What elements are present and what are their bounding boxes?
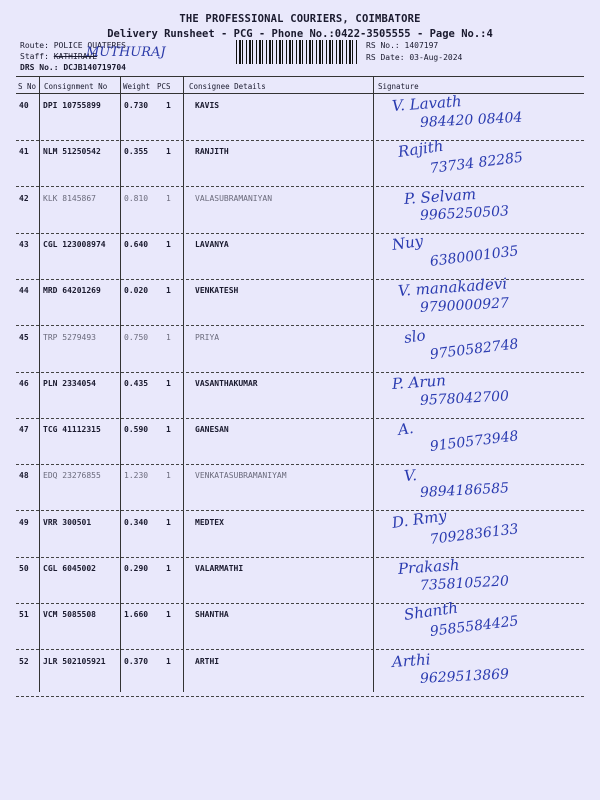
pcs-cell: 1	[166, 471, 171, 480]
signature-handwritten: P. Selvam	[403, 184, 477, 208]
consignee-cell: VALARMATHI	[195, 564, 244, 573]
consignee-cell: VALASUBRAMANIYAN	[195, 194, 273, 203]
signature-phone-number: 9629513869	[419, 666, 510, 687]
signature-phone-number: 9150573948	[429, 428, 520, 455]
staff-label: Staff:	[20, 52, 49, 61]
signature-phone-number: 7358105220	[419, 573, 510, 594]
consignment-cell: VCM 5085508	[43, 610, 96, 619]
header-pcs: PCS	[157, 82, 171, 91]
consignment-cell: KLK 8145867	[43, 194, 96, 203]
row-separator	[16, 325, 584, 326]
consignment-cell: EDQ 23276855	[43, 471, 101, 480]
weight-cell: 0.355	[124, 147, 149, 156]
row-separator	[16, 603, 584, 604]
signature-phone-number: 9894186585	[419, 480, 510, 501]
sno-cell: 46	[19, 379, 29, 388]
pcs-cell: 1	[166, 610, 171, 619]
pcs-cell: 1	[166, 379, 171, 388]
signature-handwritten: slo	[402, 326, 427, 347]
sno-cell: 50	[19, 564, 29, 573]
consignment-cell: NLM 51250542	[43, 147, 101, 156]
weight-cell: 0.590	[124, 425, 149, 434]
row-separator	[16, 233, 584, 234]
weight-cell: 0.435	[124, 379, 149, 388]
row-separator	[16, 649, 584, 650]
signature-handwritten: V. Lavath	[391, 92, 463, 115]
weight-cell: 0.750	[124, 333, 149, 342]
pcs-cell: 1	[166, 286, 171, 295]
row-separator	[16, 557, 584, 558]
signature-phone-number: 984420 08404	[419, 109, 523, 131]
company-title: THE PROFESSIONAL COURIERS, COIMBATORE	[179, 13, 421, 25]
row-separator	[16, 186, 584, 187]
signature-handwritten: Rajith	[396, 136, 445, 161]
pcs-cell: 1	[166, 194, 171, 203]
sno-cell: 52	[19, 657, 29, 666]
weight-cell: 0.020	[124, 286, 149, 295]
consignment-cell: TCG 41112315	[43, 425, 101, 434]
row-separator	[16, 464, 584, 465]
signature-phone-number: 9585584425	[429, 613, 520, 640]
staff-struck-name: KATHIRAVE	[53, 52, 98, 61]
consignee-cell: KAVIS	[195, 101, 220, 110]
row-separator	[16, 418, 584, 419]
consignment-cell: CGL 6045002	[43, 564, 96, 573]
sno-cell: 51	[19, 610, 29, 619]
barcode	[236, 40, 358, 64]
signature-phone-number: 73734 82285	[429, 149, 524, 177]
signature-handwritten: Prakash	[397, 555, 461, 578]
signature-handwritten: A.	[396, 418, 415, 439]
signature-handwritten: P. Arun	[391, 371, 447, 393]
pcs-cell: 1	[166, 101, 171, 110]
consignee-cell: SHANTHA	[195, 610, 229, 619]
consignment-cell: TRP 5279493	[43, 333, 96, 342]
signature-phone-number: 7092836133	[429, 521, 520, 548]
row-separator	[16, 510, 584, 511]
row-separator	[16, 140, 584, 141]
table-top-rule	[16, 76, 584, 77]
pcs-cell: 1	[166, 425, 171, 434]
sno-cell: 44	[19, 286, 29, 295]
pcs-cell: 1	[166, 564, 171, 573]
consignee-cell: VENKATESH	[195, 286, 239, 295]
header-weight: Weight	[123, 82, 151, 91]
staff-handwritten-name: MUTHURAJ	[86, 45, 166, 60]
consignment-cell: PLN 2334054	[43, 379, 96, 388]
weight-cell: 0.730	[124, 101, 149, 110]
consignment-cell: DPI 10755899	[43, 101, 101, 110]
signature-handwritten: V.	[403, 466, 418, 485]
table-header-rule	[16, 93, 584, 94]
consignee-cell: GANESAN	[195, 425, 229, 434]
rs-date: RS Date: 03-Aug-2024	[366, 53, 463, 62]
signature-handwritten: Nuy	[390, 231, 425, 254]
header-signature: Signature	[378, 82, 419, 91]
sno-cell: 43	[19, 240, 29, 249]
sno-cell: 49	[19, 518, 29, 527]
drs-number: DRS No.: DCJB140719704	[20, 63, 126, 72]
signature-handwritten: Shanth	[402, 598, 459, 624]
weight-cell: 0.290	[124, 564, 149, 573]
sno-cell: 41	[19, 147, 29, 156]
pcs-cell: 1	[166, 147, 171, 156]
signature-phone-number: 9750582748	[429, 336, 520, 363]
signature-phone-number: 9790000927	[419, 295, 510, 316]
signature-handwritten: Arthi	[391, 650, 432, 671]
signature-phone-number: 9965250503	[419, 203, 510, 224]
consignee-cell: PRIYA	[195, 333, 220, 342]
sno-cell: 45	[19, 333, 29, 342]
consignee-cell: MEDTEX	[195, 518, 224, 527]
weight-cell: 1.660	[124, 610, 149, 619]
header-consignee: Consignee Details	[189, 82, 266, 91]
consignment-cell: JLR 502105921	[43, 657, 106, 666]
weight-cell: 0.640	[124, 240, 149, 249]
consignee-cell: ARTHI	[195, 657, 220, 666]
pcs-cell: 1	[166, 518, 171, 527]
pcs-cell: 1	[166, 240, 171, 249]
consignee-cell: LAVANYA	[195, 240, 229, 249]
row-separator	[16, 696, 584, 697]
signature-handwritten: D. Rmy	[390, 506, 448, 532]
sno-cell: 40	[19, 101, 29, 110]
header-sno: S No	[18, 82, 37, 91]
signature-phone-number: 9578042700	[419, 388, 510, 409]
sno-cell: 42	[19, 194, 29, 203]
weight-cell: 0.810	[124, 194, 149, 203]
pcs-cell: 1	[166, 333, 171, 342]
pcs-cell: 1	[166, 657, 171, 666]
sno-cell: 48	[19, 471, 29, 480]
row-separator	[16, 372, 584, 373]
signature-phone-number: 6380001035	[429, 243, 520, 270]
consignment-cell: VRR 300501	[43, 518, 92, 527]
weight-cell: 0.340	[124, 518, 149, 527]
consignee-cell: VASANTHAKUMAR	[195, 379, 258, 388]
consignment-cell: CGL 123008974	[43, 240, 106, 249]
weight-cell: 0.370	[124, 657, 149, 666]
consignee-cell: RANJITH	[195, 147, 229, 156]
consignee-cell: VENKATASUBRAMANIYAM	[195, 471, 287, 480]
route-label: Route: POLICE QUATERES	[20, 41, 126, 50]
runsheet-subtitle: Delivery Runsheet - PCG - Phone No.:0422-3505555 - Page No.:4	[107, 28, 493, 40]
rs-number: RS No.: 1407197	[366, 41, 439, 50]
signature-handwritten: V. manakadevi	[397, 274, 508, 300]
weight-cell: 1.230	[124, 471, 149, 480]
consignment-cell: MRD 64201269	[43, 286, 101, 295]
sno-cell: 47	[19, 425, 29, 434]
header-consignment: Consignment No	[44, 82, 108, 91]
